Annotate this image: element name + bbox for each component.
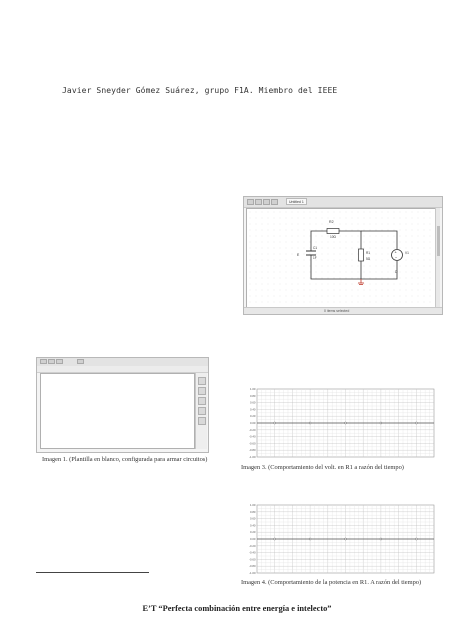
y-tick-label: 1.00 (250, 387, 256, 391)
c1-side-label: E (297, 253, 300, 257)
y-tick-label: -0.80 (249, 564, 256, 569)
component-panel[interactable] (195, 373, 207, 449)
toolbar-button[interactable] (247, 199, 254, 205)
y-tick-label: -0.60 (249, 557, 256, 562)
y-tick-label: -0.80 (249, 448, 256, 453)
series-point (274, 538, 276, 540)
figure-caption-4: Imagen 4. (Comportamiento de la potencia en R1. A razón del tiempo) (241, 579, 422, 586)
component-slot[interactable] (198, 417, 206, 425)
y-tick-label: 0.60 (250, 516, 256, 521)
component-slot[interactable] (198, 397, 206, 405)
y-tick-label: -0.60 (249, 441, 256, 446)
series-point (380, 422, 382, 424)
vertical-scrollbar[interactable] (435, 208, 440, 308)
r2-value-label: 10Ω (330, 235, 336, 239)
c1-value-label: 1F (313, 256, 317, 260)
v1-side-label: D (395, 270, 398, 274)
status-bar: 0 items selected (244, 307, 442, 314)
y-tick-label: 0.40 (250, 407, 256, 412)
figure-caption-1: Imagen 1. (Plantilla en blanco, configurada para armar circuitos) (42, 456, 208, 463)
power-chart (241, 500, 441, 579)
y-tick-label: -1.00 (249, 455, 256, 459)
series-point (415, 422, 417, 424)
r1-value-label: 5Ω (366, 257, 371, 261)
y-tick-label: -0.20 (249, 427, 256, 432)
y-tick-label: 0.20 (250, 530, 256, 535)
y-tick-label: 0.20 (250, 414, 256, 419)
power-graph (241, 500, 441, 579)
toolbar-button[interactable] (40, 359, 47, 364)
svg-text:−: − (395, 255, 398, 260)
component-slot[interactable] (198, 377, 206, 385)
component-slot[interactable] (198, 407, 206, 415)
y-tick-label: -0.40 (249, 434, 256, 439)
template-toolbar-secondary (37, 366, 208, 373)
circuit-diagram (247, 209, 435, 307)
y-tick-label: -0.20 (249, 543, 256, 548)
y-tick-label: -1.00 (249, 571, 256, 575)
r1-name-label: R1 (366, 251, 371, 255)
toolbar-button[interactable] (263, 199, 270, 205)
toolbar-button[interactable] (77, 359, 84, 364)
series-point (415, 538, 417, 540)
series-point (345, 422, 347, 424)
author-line: Javier Sneyder Gómez Suárez, grupo F1A. Miembro del IEEE (62, 86, 338, 95)
series-point (309, 422, 311, 424)
v1-name-label: V1 (405, 251, 409, 255)
ground-symbol (358, 279, 364, 285)
circuit-toolbar (244, 197, 442, 208)
series-point (345, 538, 347, 540)
y-tick-label: -0.40 (249, 550, 256, 555)
y-tick-label: 0.80 (250, 509, 256, 514)
component-slot[interactable] (198, 387, 206, 395)
circuit-canvas[interactable] (246, 208, 436, 308)
template-canvas[interactable] (40, 373, 195, 449)
y-tick-label: 1.00 (250, 503, 256, 507)
toolbar-button[interactable] (56, 359, 63, 364)
footer-motto: E’T “Perfecta combinación entre energía e intelecto” (142, 604, 332, 613)
svg-text:+: + (394, 249, 397, 255)
figure-caption-3: Imagen 3. (Comportamiento del volt. en R1 a razón del tiempo) (241, 464, 404, 471)
capacitor-c1[interactable] (306, 241, 316, 267)
y-tick-label: 0.00 (250, 537, 256, 541)
toolbar-button[interactable] (48, 359, 55, 364)
voltage-chart (241, 384, 441, 463)
toolbar-button[interactable] (271, 199, 278, 205)
resistor-r1[interactable] (359, 249, 364, 261)
resistor-r2[interactable] (327, 229, 339, 234)
series-point (274, 422, 276, 424)
series-point (309, 538, 311, 540)
series-point (380, 538, 382, 540)
y-tick-label: 0.80 (250, 393, 256, 398)
footnote-rule (36, 572, 149, 573)
c1-name-label: C1 (313, 246, 318, 250)
toolbar-button[interactable] (255, 199, 262, 205)
blank-template-screenshot (36, 357, 209, 453)
y-tick-label: 0.00 (250, 421, 256, 425)
y-tick-label: 0.60 (250, 400, 256, 405)
scrollbar-thumb[interactable] (437, 226, 440, 256)
circuit-screenshot (243, 196, 443, 315)
tab-untitled[interactable]: Untitled 1 (286, 198, 307, 205)
r2-name-label: R2 (329, 220, 334, 224)
y-tick-label: 0.40 (250, 523, 256, 528)
voltage-graph (241, 384, 441, 463)
